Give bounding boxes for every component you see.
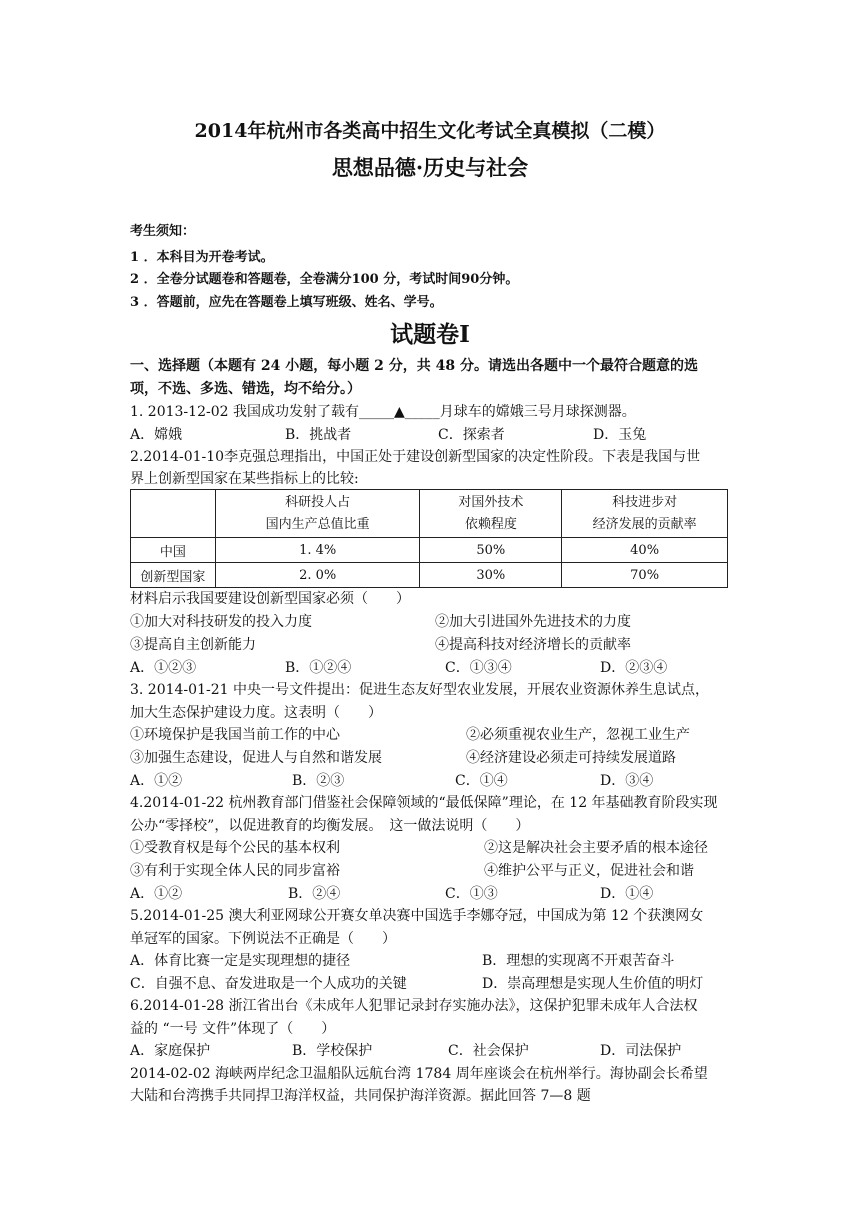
q4-statement-3: ③有利于实现全体人民的同步富裕 [130,863,340,879]
q5-stem-line2: 单冠军的国家。下例说法不正确是（ ） [130,931,396,947]
q7-8-intro-line2: 大陆和台湾携手共同捍卫海洋权益，共同保护海洋资源。据此回答 7—8 题 [130,1088,591,1104]
q4-stem-line2: 公办“零择校”，以促进教育的均衡发展。 这一做法说明（ ） [130,818,530,834]
table-cell: 30% [420,563,562,588]
q3-statement-2: ②必须重视农业生产，忽视工业生产 [466,727,690,743]
q4-option-d: D．①④ [600,886,654,902]
q3-option-d: D．③④ [600,773,654,789]
table-header-cell: 科技进步对 经济发展的贡献率 [562,490,728,538]
q5-stem-line1: 5.2014-01-25 澳大利亚网球公开赛女单决赛中国选手李娜夺冠，中国成为第 12 个获澳网女 [130,908,704,924]
q4-option-c: C．①③ [445,886,498,902]
q2-statement-2: ②加大引进国外先进技术的力度 [435,614,631,630]
table-cell: 70% [562,563,728,588]
table-row [131,563,728,588]
q1-option-a: A．嫦娥 [130,427,183,443]
table-cell: 50% [420,538,562,563]
q2-stem-line2: 界上创新型国家在某些指标上的比较: [130,471,359,487]
q3-option-b: B．②③ [292,773,345,789]
exam-title: 2014年杭州市各类高中招生文化考试全真模拟（二模） [194,120,666,142]
q6-option-b: B．学校保护 [292,1043,373,1059]
q6-option-c: C．社会保护 [448,1043,529,1059]
table-cell: 2. 0% [215,563,420,588]
q1-option-b: B．挑战者 [285,427,352,443]
table-header-cell [131,490,216,538]
q2-stem-line1: 2.2014-01-10李克强总理指出，中国正处于建设创新型国家的决定性阶段。下表是我国与世 [130,449,701,465]
q3-statement-3: ③加强生态建设，促进人与自然和谐发展 [130,750,382,766]
q2-statement-4: ④提高科技对经济增长的贡献率 [435,637,631,653]
comparison-table [130,489,728,588]
notice-item-2: 2 ．全卷分试题卷和答题卷，全卷满分100 分，考试时间90分钟。 [130,272,519,287]
table-header-cell: 对国外技术 依赖程度 [420,490,562,538]
q5-option-b: B．理想的实现离不开艰苦奋斗 [482,953,675,969]
section-instructions-line2: 项，不选、多选、错选，均不给分。） [130,381,361,397]
q2-option-c: C．①③④ [445,660,512,676]
q3-option-c: C．①④ [455,773,508,789]
q3-statement-4: ④经济建设必须走可持续发展道路 [466,750,676,766]
q2-question: 材料启示我国要建设创新型国家必须（ ） [130,591,410,607]
q2-statement-3: ③提高自主创新能力 [130,637,256,653]
q2-statement-1: ①加大对科技研发的投入力度 [130,614,312,630]
q4-option-a: A．①② [130,886,183,902]
q2-option-a: A．①②③ [130,660,197,676]
q2-option-b: B．①②④ [285,660,352,676]
q4-statement-2: ②这是解决社会主要矛盾的根本途径 [484,840,708,856]
table-cell: 1. 4% [215,538,420,563]
q4-stem-line1: 4.2014-01-22 杭州教育部门借鉴社会保障领域的“最低保障”理论，在 12 年基础教育阶段实现 [130,795,718,811]
q1-option-c: C．探索者 [438,427,505,443]
exam-subject: 思想品德·历史与社会 [331,155,529,180]
q5-option-a: A．体育比赛一定是实现理想的捷径 [130,953,351,969]
section-instructions-line1: 一、选择题（本题有 24 小题，每小题 2 分，共 48 分。请选出各题中一个最符合题意的选 [130,358,698,374]
q6-option-a: A．家庭保护 [130,1043,211,1059]
q1-stem: 1. 2013-12-02 我国成功发射了载有_____▲_____月球车的嫦娥三号月球探测器。 [130,404,636,420]
table-cell: 40% [562,538,728,563]
table-cell: 创新型国家 [131,563,216,588]
q2-option-d: D．②③④ [600,660,668,676]
q5-option-d: D．崇高理想是实现人生价值的明灯 [482,976,704,992]
q4-statement-4: ④维护公平与正义，促进社会和谐 [484,863,694,879]
q6-stem-line2: 益的 “一号 文件”体现了（ ） [130,1021,336,1037]
q4-option-b: B．②④ [288,886,341,902]
notice-item-1: 1 ．本科目为开卷考试。 [130,250,274,265]
table-row [131,538,728,563]
notice-item-3: 3 ．答题前，应先在答题卷上填写班级、姓名、学号。 [130,295,443,310]
q6-option-d: D．司法保护 [600,1043,682,1059]
q4-statement-1: ①受教育权是每个公民的基本权利 [130,840,340,856]
q5-option-c: C．自强不息、奋发进取是一个人成功的关键 [130,976,407,992]
q1-option-d: D．玉兔 [593,427,647,443]
q3-option-a: A．①② [130,773,183,789]
table-header-cell: 科研投人占 国内生产总值比重 [215,490,420,538]
q3-stem-line1: 3. 2014-01-21 中央一号文件提出：促进生态友好型农业发展，开展农业资源休养生息试点， [130,682,709,698]
q6-stem-line1: 6.2014-01-28 浙江省出台《未成年人犯罪记录封存实施办法》，这保护犯罪未成年人合法权 [130,998,698,1014]
q3-statement-1: ①环境保护是我国当前工作的中心 [130,727,340,743]
q3-stem-line2: 加大生态保护建设力度。这表明（ ） [130,705,382,721]
notice-heading: 考生须知： [130,224,196,239]
q7-8-intro-line1: 2014-02-02 海峡两岸纪念卫温船队远航台湾 1784 周年座谈会在杭州举行。海协副会长希望 [130,1066,708,1082]
paper-title: 试题卷Ⅰ [390,321,470,348]
table-header-row [131,490,728,538]
table-cell: 中国 [131,538,216,563]
